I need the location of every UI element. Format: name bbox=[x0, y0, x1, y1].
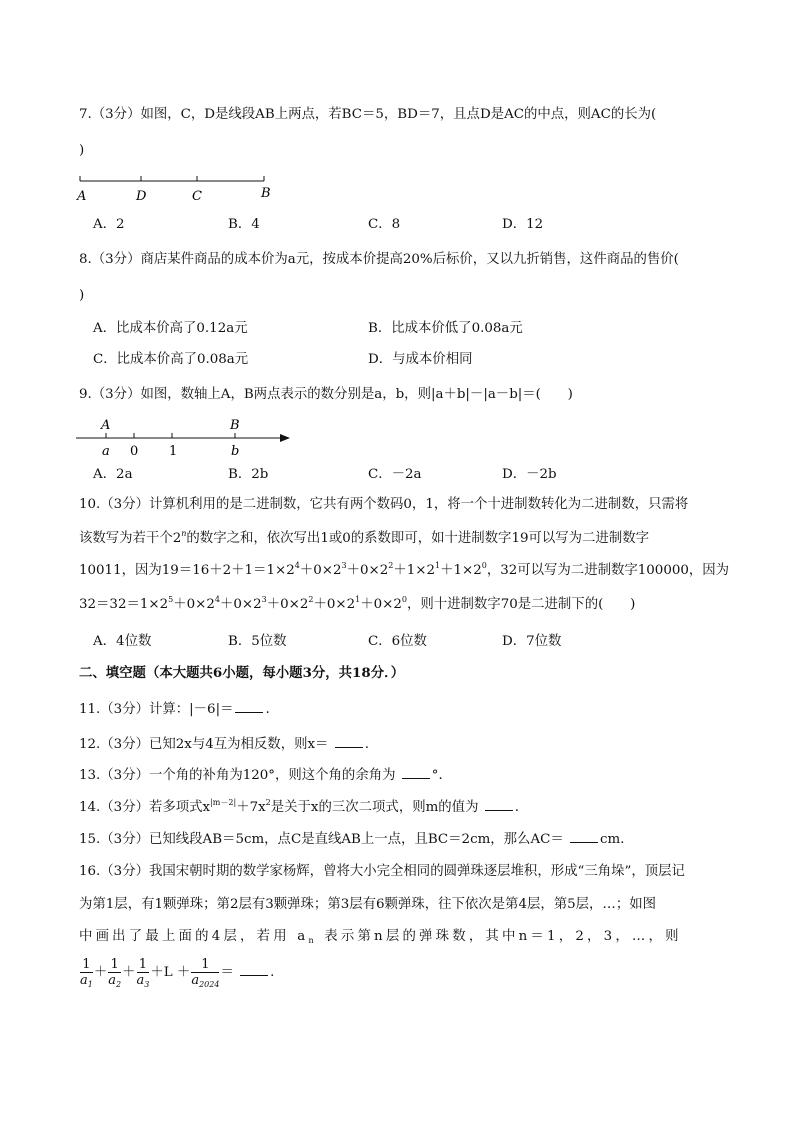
answer-blank[interactable] bbox=[570, 830, 598, 843]
q8-stem-line2: ) bbox=[79, 288, 85, 303]
q14-stem: 14.（3分）若多项式$x^{|m-2|}+7x^2$是关于x的三次二项式，则m的值为 . bbox=[79, 798, 519, 815]
q9-number-line-figure bbox=[74, 414, 296, 460]
q9-option-d: D．－2b bbox=[502, 467, 557, 482]
q7-option-b: B．4 bbox=[228, 217, 260, 232]
q8-option-c: C．比成本价高了0.08a元 bbox=[93, 352, 249, 367]
q10-stem-line2: 该数写为若干个2$^n$的数字之和，依次写出1或0的系数即可，如十进制数字19可以写为二进制数字 bbox=[79, 529, 649, 546]
q15-stem: 15.（3分）已知线段AB＝5cm，点C是直线AB上一点，且BC＝2cm，那么AC＝ cm． bbox=[79, 832, 634, 847]
bottom-label-1: 1 bbox=[169, 444, 178, 459]
q12-stem: 12.（3分）已知2x与4互为相反数，则x＝ . bbox=[79, 737, 369, 752]
q10-option-a: A．4位数 bbox=[93, 634, 152, 649]
q10-stem-line3: 10011，因为$19=16+2+1=1\times 2^4+0\times 2^3+0\times 2^2+1\times 2^1+1\times 2^0$，32可以写为二进制数字100000，因为 bbox=[79, 561, 730, 578]
q10-option-c: C．6位数 bbox=[368, 634, 427, 649]
q16-stem-line3: 中画出了最上面的4层，若用 $a_n$ 表示第n层的弹珠数，其中n＝1，2，3，…，则 bbox=[79, 929, 682, 945]
q10-option-b: B．5位数 bbox=[228, 634, 287, 649]
q16-stem-line2: 为第1层，有1颗弹珠；第2层有3颗弹珠；第3层有6颗弹珠，往下依次是第4层，第5层，…；如图 bbox=[79, 897, 656, 912]
answer-blank[interactable] bbox=[485, 798, 513, 811]
q7-stem-line2: ) bbox=[79, 143, 85, 158]
bottom-label-0: 0 bbox=[130, 444, 139, 459]
answer-blank[interactable] bbox=[235, 700, 263, 713]
bottom-label-a: a bbox=[102, 444, 110, 459]
fraction-2: $\frac{1}{a_2}$ bbox=[108, 957, 122, 989]
label-b: B bbox=[261, 186, 271, 201]
label-d: D bbox=[136, 189, 147, 204]
fraction-1: $\frac{1}{a_1}$ bbox=[80, 957, 93, 989]
q10-option-d: D．7位数 bbox=[502, 634, 562, 649]
label-a: A bbox=[77, 189, 87, 204]
q9-option-a: A．2a bbox=[93, 467, 133, 482]
q9-option-b: B．2b bbox=[228, 467, 269, 482]
q8-option-b: B．比成本价低了0.08a元 bbox=[368, 321, 523, 336]
q10-stem-line4: $32=32=1\times 2^5+0\times 2^4+0\times 2^3+0\times 2^2+0\times 2^1+0\times 2^0$，则十进制数字70是二进制下的( ) bbox=[79, 595, 636, 612]
q7-option-c: C．8 bbox=[368, 217, 401, 232]
answer-blank[interactable] bbox=[402, 766, 430, 779]
section-header-fill-in: 二、填空题（本大题共6小题，每小题3分，共18分．） bbox=[79, 665, 405, 681]
q16-stem-line1: 16.（3分）我国宋朝时期的数学家杨辉，曾将大小完全相同的圆弹珠逐层堆积，形成“三角垛”，顶层记 bbox=[79, 864, 685, 879]
answer-blank[interactable] bbox=[240, 963, 268, 976]
q13-stem: 13.（3分）一个角的补角为120°，则这个角的余角为 °． bbox=[79, 768, 452, 783]
q16-formula: $\frac{1}{a_1}$ ＋ $\frac{1}{a_2}$ ＋ $\frac{1}{a_3}$ ＋L ＋ $\frac{1}{a_{2024}}$ ＝ . bbox=[80, 957, 275, 989]
q8-option-d: D．与成本价相同 bbox=[368, 352, 473, 367]
fraction-last: $\frac{1}{a_{2024}}$ bbox=[191, 957, 220, 989]
q11-stem: 11.（3分）计算：|－6|＝ . bbox=[79, 702, 270, 717]
q8-option-a: A．比成本价高了0.12a元 bbox=[93, 321, 248, 336]
q10-stem-line1: 10.（3分）计算机利用的是二进制数，它共有两个数码0，1，将一个十进制数转化为二进制数，只需将 bbox=[79, 497, 689, 512]
q8-stem-line1: 8.（3分）商店某件商品的成本价为a元，按成本价提高20%后标价，又以九折销售，这件商品的售价( bbox=[79, 252, 679, 267]
q7-option-a: A．2 bbox=[93, 217, 125, 232]
answer-blank[interactable] bbox=[335, 735, 363, 748]
q7-segment-figure bbox=[74, 170, 284, 206]
label-c: C bbox=[192, 189, 202, 204]
top-label-b: B bbox=[230, 418, 240, 433]
bottom-label-b: b bbox=[231, 444, 240, 459]
q9-option-c: C．－2a bbox=[368, 467, 422, 482]
q9-stem: 9.（3分）如图，数轴上A，B两点表示的数分别是a，b，则|a＋b|－|a－b|＝( ) bbox=[79, 387, 573, 402]
q7-stem-line1: 7.（3分）如图，C，D是线段AB上两点，若BC＝5，BD＝7，且点D是AC的中点，则AC的长为( bbox=[79, 107, 657, 122]
q7-option-d: D．12 bbox=[502, 217, 544, 232]
fraction-3: $\frac{1}{a_3}$ bbox=[136, 957, 150, 989]
axis-arrow-icon bbox=[280, 434, 290, 442]
top-label-a: A bbox=[101, 418, 111, 433]
